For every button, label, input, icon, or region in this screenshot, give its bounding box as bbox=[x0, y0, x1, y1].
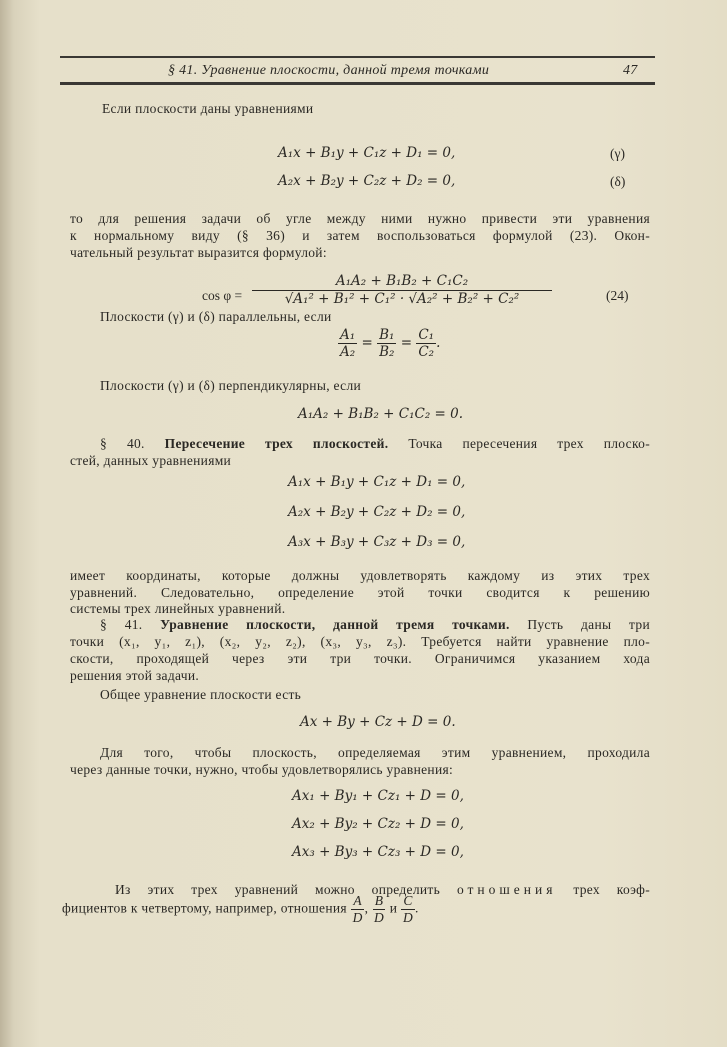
paragraph-line: чательный результат выразится формулой: bbox=[70, 245, 327, 260]
section-40-heading: § 40. Пересечение трех плоскостей. Точка пересечения трех плоско- bbox=[100, 436, 650, 451]
header-rule-top bbox=[60, 56, 655, 58]
paragraph-line: Из этих трех уравнений можно определить отношения трех коэф- bbox=[115, 882, 651, 897]
equation-perpendicular: A₁A₂ + B₁B₂ + C₁C₂ = 0. bbox=[298, 406, 464, 422]
paragraph-line: то для решения задачи об угле между ними нужно привести эти уравнения bbox=[70, 211, 650, 226]
equation-label: (δ) bbox=[610, 174, 626, 189]
equation-label: (24) bbox=[606, 288, 629, 303]
equation-general: Ax + By + Cz + D = 0. bbox=[300, 714, 456, 730]
page-number: 47 bbox=[623, 63, 638, 78]
paragraph-line: Для того, чтобы плоскость, определяемая этим уравнением, проходила bbox=[100, 745, 650, 760]
section-41-heading: § 41. Уравнение плоскости, данной тремя точками. Пусть даны три bbox=[100, 617, 650, 632]
fraction: $\frac{A}{D}$ bbox=[352, 893, 363, 925]
fraction: $\frac{\text{A₁}}{\text{A₂}}$ bbox=[340, 327, 356, 360]
equation: Ax₂ + By₂ + Cz₂ + D = 0, bbox=[292, 816, 464, 832]
fraction: $\frac{C}{D}$ bbox=[402, 893, 414, 925]
paragraph-line: уравнений. Следовательно, определение этой точки сводится к решению bbox=[70, 585, 650, 600]
equation-delta: A₂x + B₂y + C₂z + D₂ = 0, bbox=[278, 173, 456, 189]
equation-24-lhs: cos φ = bbox=[202, 288, 243, 303]
fraction: $\frac{\text{C₁}}{\text{C₂}}$ bbox=[418, 327, 435, 360]
equation: A₁x + B₁y + C₁z + D₁ = 0, bbox=[288, 474, 466, 490]
paragraph: Общее уравнение плоскости есть bbox=[100, 687, 302, 702]
paragraph-line: скости, проходящей через эти три точки. Ограничимся указанием хода bbox=[70, 651, 650, 666]
paragraph: Если плоскости даны уравнениями bbox=[102, 101, 314, 116]
paragraph-line: решения этой задачи. bbox=[70, 668, 200, 683]
equation: A₃x + B₃y + C₃z + D₃ = 0, bbox=[288, 534, 466, 550]
paragraph-line: стей, данных уравнениями bbox=[70, 453, 232, 468]
paragraph-line: фициентов к четвертому, например, отношения $\frac{A}{D}$ , $\frac{B}{D}$ и $\frac{C}{D}$ . bbox=[62, 893, 419, 925]
equation-label: (γ) bbox=[610, 146, 625, 161]
paragraph: Плоскости (γ) и (δ) параллельны, если bbox=[100, 309, 332, 324]
equation-gamma: A₁x + B₁y + C₁z + D₁ = 0, bbox=[278, 145, 456, 161]
paragraph-line: через данные точки, нужно, чтобы удовлетворялись уравнения: bbox=[70, 762, 454, 777]
paragraph-line: к нормальному виду (§ 36) и затем воспользоваться формулой (23). Окон- bbox=[70, 228, 650, 243]
running-header: § 41. Уравнение плоскости, данной тремя точками bbox=[168, 63, 490, 78]
fraction: $\frac{\text{B₁}}{\text{B₂}}$ bbox=[379, 327, 395, 360]
header-rule-bottom bbox=[60, 82, 655, 85]
equation-parallel: $\frac{\text{A₁}}{\text{A₂}}$ = $\frac{\text{B₁}}{\text{B₂}}$ = $\frac{\text{C₁}}{\text{C₂}}$ . bbox=[340, 327, 441, 360]
numerator: A₁A₂ + B₁B₂ + C₁C₂ bbox=[252, 273, 552, 291]
denominator: √A₁² + B₁² + C₁² · √A₂² + B₂² + C₂² bbox=[284, 291, 520, 307]
equation: Ax₃ + By₃ + Cz₃ + D = 0, bbox=[292, 844, 464, 860]
paragraph-line: системы трех линейных уравнений. bbox=[70, 601, 286, 616]
paragraph-line: точки (x₁, y₁, z₁), (x₂, y₂, z₂), (x₃, y₃, z₃). Требуется найти уравнение пло- bbox=[70, 634, 650, 649]
fraction: $\frac{B}{D}$ bbox=[374, 893, 385, 925]
equation: A₂x + B₂y + C₂z + D₂ = 0, bbox=[288, 504, 466, 520]
equation-24-fraction bbox=[252, 273, 552, 307]
equation: Ax₁ + By₁ + Cz₁ + D = 0, bbox=[292, 788, 464, 804]
paragraph: Плоскости (γ) и (δ) перпендикулярны, если bbox=[100, 378, 362, 393]
paragraph-line: имеет координаты, которые должны удовлетворять каждому из этих трех bbox=[70, 568, 650, 583]
